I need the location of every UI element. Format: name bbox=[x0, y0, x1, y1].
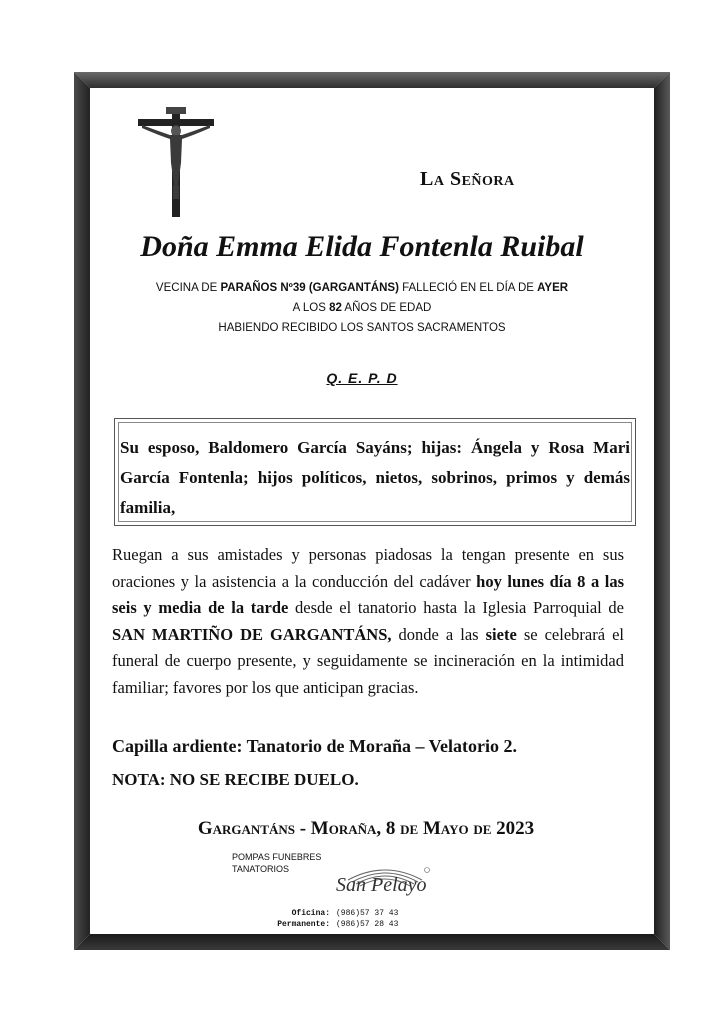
place-date: Gargantáns - Moraña, 8 de Mayo de 2023 bbox=[197, 818, 535, 839]
family-text: Su esposo, Baldomero García Sayáns; hijas: Ángela y Rosa Mari García Fontenla; hijos políticos, nietos, sobrinos, primos y demás familia, bbox=[120, 438, 630, 517]
crucifix-icon bbox=[136, 105, 216, 220]
info-line-sacraments: HABIENDO RECIBIDO LOS SANTOS SACRAMENTOS bbox=[218, 322, 506, 334]
invitation-paragraph: Ruegan a sus amistades y personas piadosas la tengan presente en sus oraciones y la asistencia a la conducción del cadáver hoy lunes día 8 a las seis y media de la tarde desde el tanatorio hasta la Iglesia Parroquial de SAN MARTIÑO DE GARGANTÁNS, donde a las siete se celebrará el funeral de cuerpo presente, y seguidamente se incineración en la intimidad familiar; favores por los que anticipan gracias. bbox=[112, 545, 625, 697]
funeral-home-brand: San Pelayo bbox=[336, 874, 427, 896]
note-text: NOTA: NO SE RECIBE DUELO. bbox=[112, 770, 359, 789]
phone-row-permanent: Permanente: (986)57 28 43 bbox=[277, 920, 399, 929]
info-line-residence: VECINA DE PARAÑOS Nº39 (GARGANTÁNS) FALLECIÓ EN EL DÍA DE AYER bbox=[155, 282, 569, 294]
contact-phones bbox=[272, 908, 398, 930]
phone-row-office: Oficina: (986)57 37 43 bbox=[291, 909, 399, 918]
frame-border-top bbox=[74, 72, 670, 88]
funeral-home-label: POMPAS FUNEBRES TANATORIOS bbox=[232, 852, 322, 874]
page-title: La Señora bbox=[420, 168, 515, 190]
chapel-info: Capilla ardiente: Tanatorio de Moraña – Velatorio 2. bbox=[112, 736, 517, 756]
info-line-age: A LOS 82 AÑOS DE EDAD bbox=[292, 302, 432, 314]
qepd-label: Q. E. P. D bbox=[326, 370, 398, 386]
frame-border-bottom bbox=[74, 934, 670, 950]
deceased-name: Doña Emma Elida Fontenla Ruibal bbox=[140, 230, 584, 263]
